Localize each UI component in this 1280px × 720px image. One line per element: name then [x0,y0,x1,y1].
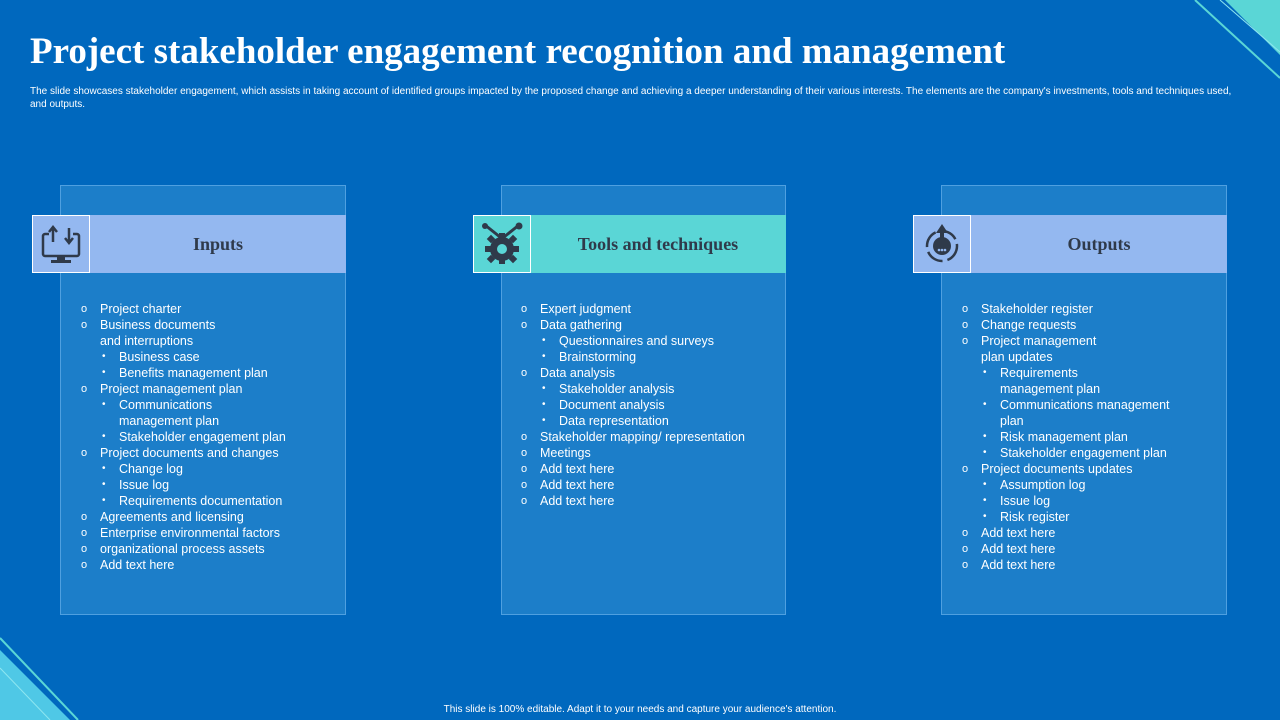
growth-cycle-icon [913,215,971,273]
list-item: o Add text here [962,541,1224,557]
list-item: o Add text here [962,525,1224,541]
list-item: • Risk register [962,509,1224,525]
gear-tools-icon [473,215,531,273]
list-item: • Data representation [521,413,783,429]
list-item: • Benefits management plan [81,365,341,381]
footer-note: This slide is 100% editable. Adapt it to your needs and capture your audience's attention. [443,704,837,715]
list-item: • Communications management [962,397,1224,413]
upload-monitor-icon [32,215,90,273]
list-item: • Questionnaires and surveys [521,333,783,349]
list-item: • Assumption log [962,477,1224,493]
list-item: • Communications [81,397,341,413]
list-item: plan [1000,414,1024,428]
list-item: o Add text here [81,557,341,573]
list-item: o Add text here [521,477,783,493]
list-item: • Requirements [962,365,1224,381]
list-item: plan updates [981,350,1053,364]
list-item: o Business documents [81,317,341,333]
list-item: and interruptions [100,334,194,348]
list-item: o Stakeholder mapping/ representation [521,429,783,445]
list-item: • Risk management plan [962,429,1224,445]
list-item: management plan [1000,382,1101,396]
list-item: o Data gathering [521,317,783,333]
list-item: o Agreements and licensing [81,509,341,525]
list-item: • Document analysis [521,397,783,413]
list-item: • Stakeholder analysis [521,381,783,397]
list-item: o Project documents updates [962,461,1224,477]
page-subtitle: The slide showcases stakeholder engagement, which assists in taking account of identified groups impacted by the proposed change and achieving a deeper understanding of their various interests. The elements are the company's investments, tools and techniques used, and outputs. [30,86,1232,110]
inputs-header: Inputs [90,215,346,273]
tools-list [521,301,783,509]
corner-lines-top-right [1190,0,1280,80]
page-title: Project stakeholder engagement recognition and management [30,31,1006,72]
tools-header: Tools and techniques [530,215,786,273]
list-item: o Project documents and changes [81,445,341,461]
list-item: o Project charter [81,301,341,317]
inputs-list [81,301,341,573]
outputs-list [962,301,1224,573]
list-item: o Project management plan [81,381,341,397]
list-item: • Stakeholder engagement plan [81,429,341,445]
list-item: • Issue log [81,477,341,493]
list-item: • Stakeholder engagement plan [962,445,1224,461]
list-item: o Add text here [521,493,783,509]
outputs-header: Outputs [971,215,1227,273]
list-item: o Enterprise environmental factors [81,525,341,541]
list-item: o Data analysis [521,365,783,381]
list-item: • Change log [81,461,341,477]
list-item: o Project management [962,333,1224,349]
list-item: • Brainstorming [521,349,783,365]
list-item: o Add text here [521,461,783,477]
list-item: • Requirements documentation [81,493,341,509]
list-item: o Expert judgment [521,301,783,317]
list-item: o Add text here [962,557,1224,573]
list-item: o Meetings [521,445,783,461]
list-item: o Change requests [962,317,1224,333]
list-item: • Issue log [962,493,1224,509]
list-item: o Stakeholder register [962,301,1224,317]
list-item: • Business case [81,349,341,365]
list-item: management plan [119,414,220,428]
list-item: o organizational process assets [81,541,341,557]
